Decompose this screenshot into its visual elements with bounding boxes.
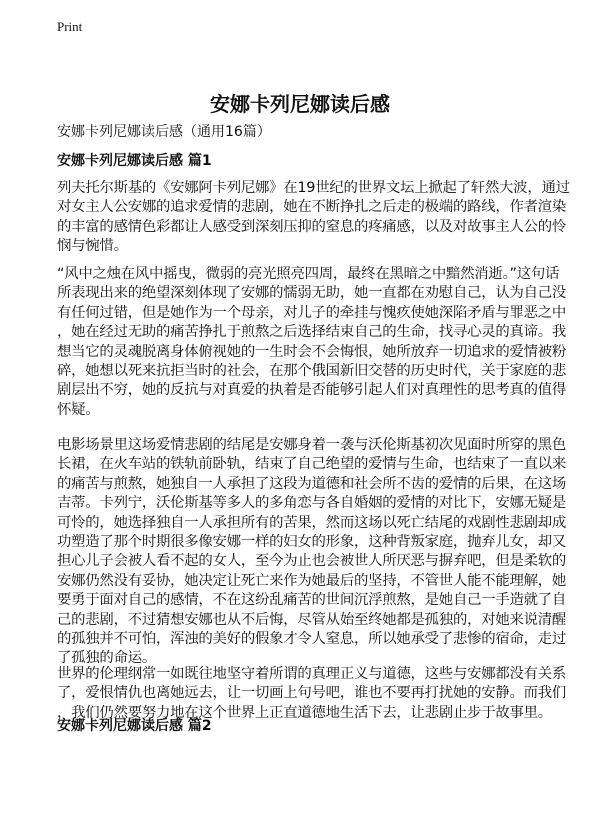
- paragraph-line: 列夫托尔斯基的《安娜阿卡列尼娜》在19世纪的世界文坛上掀起了轩然大波，通过: [57, 180, 570, 196]
- paragraph-line: 对女主人公安娜的追求爱情的悲剧，她在不断挣扎之后走的极端的路线，作者渲染: [57, 199, 567, 216]
- paragraph-line: 的丰富的感情色彩都让人感受到深刻压抑的窒息的疼痛感，以及对故事主人公的怜: [57, 218, 567, 235]
- paragraph-line: 了，爱恨情仇也离她远去，让一切画上句号吧，谁也不要再打扰她的安静。而我们: [57, 685, 567, 702]
- paragraph-line: 电影场景里这场爱情悲剧的结尾是安娜身着一袭与沃伦斯基初次见面时所穿的黑色: [57, 437, 567, 453]
- paragraph-line: 安娜仍然没有妥协，她决定让死亡来作为她最后的坚持，不管世人能不能理解，她: [57, 572, 567, 589]
- print-link[interactable]: Print: [57, 19, 83, 34]
- paragraph: [57, 265, 577, 420]
- paragraph-line: 己的悲剧，不过猜想安娜也从不后悔，尽管从始至终她都是孤独的，对她来说清醒: [57, 611, 567, 628]
- subtitle: 安娜卡列尼娜读后感（通用16篇）: [57, 124, 271, 140]
- paragraph: [57, 179, 577, 257]
- paragraph-line: ，我们仍然要努力地在这个世界上正直道德地生活下去，让悲剧止步于故事里。: [57, 704, 552, 721]
- paragraph-line: 所表现出来的绝望深刻体现了安娜的懦弱无助，她一直都在劝慰自己，认为自己没: [57, 285, 567, 302]
- paragraph-line: 功塑造了那个时期很多像安娜一样的妇女的形象，这种背叛家庭，抛弃儿女，却又: [57, 534, 567, 551]
- paragraph-line: 可怜的，她选择独自一人承担所有的苦果，然而这场以死亡结尾的戏剧性悲剧却成: [57, 514, 567, 531]
- page-title: 安娜卡列尼娜读后感: [210, 92, 390, 116]
- paragraph-line: 有任何过错，但是她作为一个母亲，对儿子的牵挂与愧疚使她深陷矛盾与罪恶之中: [57, 304, 567, 321]
- section-heading: 安娜卡列尼娜读后感 篇1: [57, 153, 212, 169]
- paragraph: [57, 436, 577, 669]
- paragraph-line: 的孤独并不可怕，浑浊的美好的假象才令人窒息，所以她承受了悲惨的宿命，走过: [57, 631, 567, 648]
- paragraph-line: 想当它的灵魂脱离身体俯视她的一生时会不会悔恨，她所放弃一切追求的爱情被粉: [57, 343, 567, 360]
- paragraph-line: 世界的伦理纲常一如既往地坚守着所谓的真理正义与道德，这些与安娜都没有关系: [57, 666, 567, 682]
- paragraph-line: ，她在经过无助的痛苦挣扎于煎熬之后选择结束自己的生命，找寻心灵的真谛。我: [57, 324, 567, 341]
- paragraph-line: 了孤独的命运。: [57, 650, 156, 667]
- section-heading: 安娜卡列尼娜读后感 篇2: [57, 718, 212, 734]
- paragraph-line: “风中之烛在风中摇曳，微弱的亮光照亮四周，最终在黑暗之中黯然消逝。”这句话: [57, 266, 560, 282]
- paragraph-line: 悯与惋惜。: [57, 238, 128, 255]
- paragraph-line: 担心儿子会被人看不起的女人，至今为止也会被世人所厌恶与摒弃吧，但是柔软的: [57, 553, 567, 570]
- paragraph-line: 吉蒂。卡列宁，沃伦斯基等多人的多角恋与各自婚姻的爱情的对比下，安娜无疑是: [57, 495, 567, 512]
- paragraph-line: 要勇于面对自己的感情，不在这纷乱痛苦的世间沉浮煎熬，是她自己一手造就了自: [57, 592, 567, 609]
- paragraph-line: 的痛苦与煎熬，她独自一人承担了这段为道德和社会所不齿的爱情的后果，在这场: [57, 475, 567, 492]
- paragraph-line: 长裙，在火车站的铁轨前卧轨，结束了自己绝望的爱情与生命，也结束了一直以来: [57, 456, 567, 473]
- paragraph-line: 剧层出不穷，她的反抗与对真爱的执着是否能够引起人们对真理性的思考真的值得: [57, 382, 567, 399]
- paragraph-line: 碎，她想以死来抗拒当时的社会，在那个俄国新旧交替的历史时代，关于家庭的悲: [57, 363, 567, 380]
- paragraph-line: 怀疑。: [57, 401, 100, 418]
